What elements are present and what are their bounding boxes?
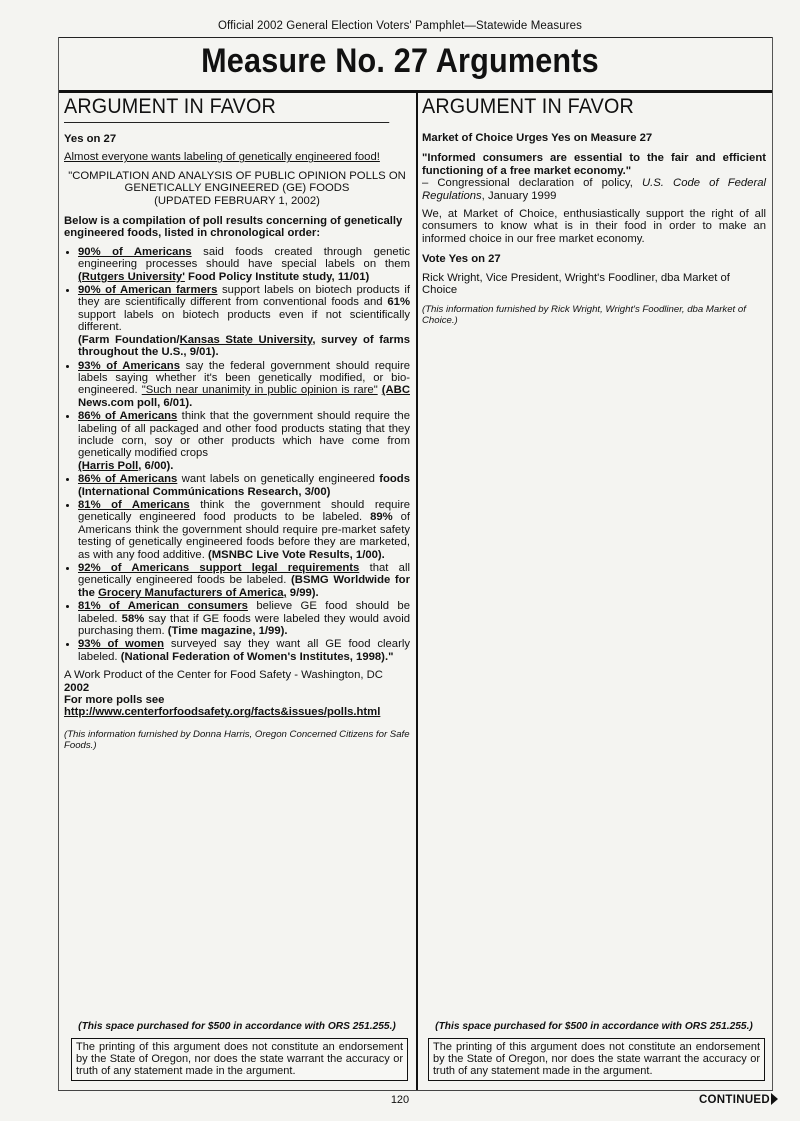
poll-source: , 6/00). [138, 459, 174, 472]
poll-stat: 90% of American farmers [78, 284, 218, 297]
poll-stat: 58% [121, 612, 145, 625]
poll-source: (Rutgers University' [78, 270, 185, 283]
poll-stat: 93% of women [78, 638, 164, 651]
right-signature: Rick Wright, Vice President, Wright's Foodliner, dba Market of Choice [422, 271, 730, 297]
poll-stat: 89% [370, 511, 393, 524]
poll-text: surveyed say they want all GE food clearly labeled. [78, 638, 411, 663]
left-argument-heading: ARGUMENT IN FAVOR [64, 95, 389, 123]
poll-stat: 86% of Americans [78, 410, 178, 423]
quote-source-text: – Congressional declaration of policy, [422, 177, 642, 190]
right-argument [422, 95, 766, 332]
list-item [78, 600, 410, 637]
page-number: 120 [390, 1094, 410, 1106]
list-item [78, 638, 410, 663]
list-item [78, 360, 410, 410]
continued-text: CONTINUED [698, 1094, 770, 1106]
poll-text: think the government should require genetically engineered food products to be labeled. [78, 498, 410, 524]
left-purchase-note: (This space purchased for $500 in accordance with ORS 251.255.) [78, 1021, 396, 1032]
list-item [78, 562, 410, 599]
poll-text: support labels on biotech products if they are scientifically different from conventional foods and [78, 284, 410, 309]
right-disclaimer-box: The printing of this argument does not constitute an endorsement by the State of Oregon, nor does the state warrant the accuracy or truth of any statement made in the argument. [428, 1038, 765, 1081]
poll-source: foods (International Commúnications Research, 3/00) [78, 473, 410, 498]
poll-source: (Farm Foundation/ [78, 333, 180, 346]
poll-source: , survey of farms throughout the U.S., 9/01). [78, 333, 410, 359]
poll-text: support labels on biotech products even if not scientifically different. [78, 308, 410, 334]
poll-text: believe GE food should be labeled. [78, 600, 410, 625]
page-title: Measure No. 27 Arguments [201, 42, 599, 80]
header-rule [58, 37, 773, 38]
left-lead-line: Almost everyone wants labeling of genetically engineered food! [64, 151, 380, 164]
poll-source: (ABC [381, 384, 410, 397]
poll-text: think that the government should require the labeling of all packaged and other food products stating that they include corn, soy or other products which have come from genetically modified crops [78, 410, 410, 460]
left-argument [64, 95, 410, 757]
poll-stat: 92% of Americans support legal requirements [78, 562, 360, 574]
quote-source-date: , January 1999 [481, 189, 557, 202]
poll-source: News.com poll, 6/01). [78, 396, 193, 409]
poll-source: Kansas State University [179, 333, 313, 346]
poll-source: (Time magazine, 1/99). [167, 625, 288, 638]
poll-source: (BSMG Worldwide for the [78, 574, 410, 599]
right-body: We, at Market of Choice, enthusiastically support the right of all consumers to know what is in their food in order to make an informed choice in our free market economy. [422, 208, 766, 245]
poll-stat: 81% of American consumers [78, 600, 248, 613]
poll-stat: 90% of Americans [78, 245, 192, 258]
list-item [78, 284, 410, 358]
left-subhead: Yes on 27 [64, 133, 117, 145]
left-furnished-note: (This information furnished by Donna Harris, Oregon Concerned Citizens for Safe Foods.) [64, 728, 410, 751]
poll-source: Grocery Manufacturers of America, [98, 586, 287, 599]
poll-stat: 61% [387, 296, 410, 309]
poll-text: of Americans think the government should require pre-market safety testing of genetically engineered foods before they are marketed, as with any food additive. [78, 511, 411, 561]
poll-stat: 93% of Americans [78, 359, 180, 372]
left-disclaimer-box: The printing of this argument does not constitute an endorsement by the State of Oregon, nor does the state warrant the accuracy or truth of any statement made in the argument. [71, 1038, 408, 1081]
right-purchase-note: (This space purchased for $500 in accordance with ORS 251.255.) [435, 1021, 753, 1032]
pamphlet-header: Official 2002 General Election Voters' Pamphlet—Statewide Measures [218, 20, 582, 32]
poll-intro: Below is a compilation of poll results concerning of genetically engineered foods, listed in chronological order: [64, 215, 403, 240]
quote-source-title: U.S. Code of Federal Regulations [422, 177, 767, 202]
right-subhead: Market of Choice Urges Yes on Measure 27 [422, 132, 653, 144]
poll-source: (National Federation of Women's Institutes, 1998)." [120, 650, 394, 663]
work-product-year: 2002 [64, 681, 90, 694]
right-argument-heading: ARGUMENT IN FAVOR [422, 95, 634, 118]
poll-source: Food Policy Institute study, 11/01) [184, 270, 370, 283]
poll-text: that all genetically engineered foods be labeled. [78, 562, 410, 587]
compilation-title [64, 170, 410, 207]
continued-label [699, 1093, 778, 1106]
poll-quote: "Such near unanimity in public opinion is rare" [141, 384, 378, 397]
list-item [78, 410, 410, 472]
left-border [58, 37, 59, 1090]
poll-stat: 86% of Americans [78, 473, 178, 486]
compilation-title-text: "COMPILATION AND ANALYSIS OF PUBLIC OPINION POLLS ON GENETICALLY ENGINEERED (GE) FOODS [68, 169, 406, 195]
continued-arrow-icon [771, 1093, 778, 1105]
polls-link[interactable]: http://www.centerforfoodsafety.org/facts&issues/polls.html [64, 706, 381, 719]
right-vote-line: Vote Yes on 27 [422, 253, 501, 266]
more-polls-label: For more polls see [64, 694, 165, 707]
poll-text: said foods created through genetic engineering processes should have special labels on them [78, 245, 410, 271]
column-divider [416, 93, 418, 1090]
poll-text: want labels on genetically engineered [177, 473, 380, 486]
list-item [78, 246, 410, 283]
bottom-rule [58, 1090, 773, 1091]
work-product: A Work Product of the Center for Food Safety - Washington, DC [64, 669, 383, 682]
poll-text: say the federal government should require labels saying whether it's been genetically modified, or bio-engineered. [78, 359, 410, 397]
right-border [772, 37, 773, 1090]
compilation-updated: (UPDATED FEBRUARY 1, 2002) [154, 194, 320, 207]
poll-source: (Harris Poll [78, 459, 139, 472]
right-quote: "Informed consumers are essential to the fair and efficient functioning of a free market economy." [422, 152, 766, 177]
poll-source: (MSNBC Live Vote Results, 1/00). [208, 548, 385, 561]
list-item [78, 499, 410, 561]
right-furnished-note: (This information furnished by Rick Wright, Wright's Foodliner, dba Market of Choice.) [422, 304, 746, 327]
poll-list [64, 246, 410, 663]
right-quote-source [422, 177, 766, 202]
poll-text: say that if GE foods were labeled they would avoid purchasing them. [78, 612, 410, 638]
list-item [78, 473, 410, 498]
poll-stat: 81% of Americans [78, 498, 190, 511]
poll-source: 9/99). [286, 586, 319, 599]
